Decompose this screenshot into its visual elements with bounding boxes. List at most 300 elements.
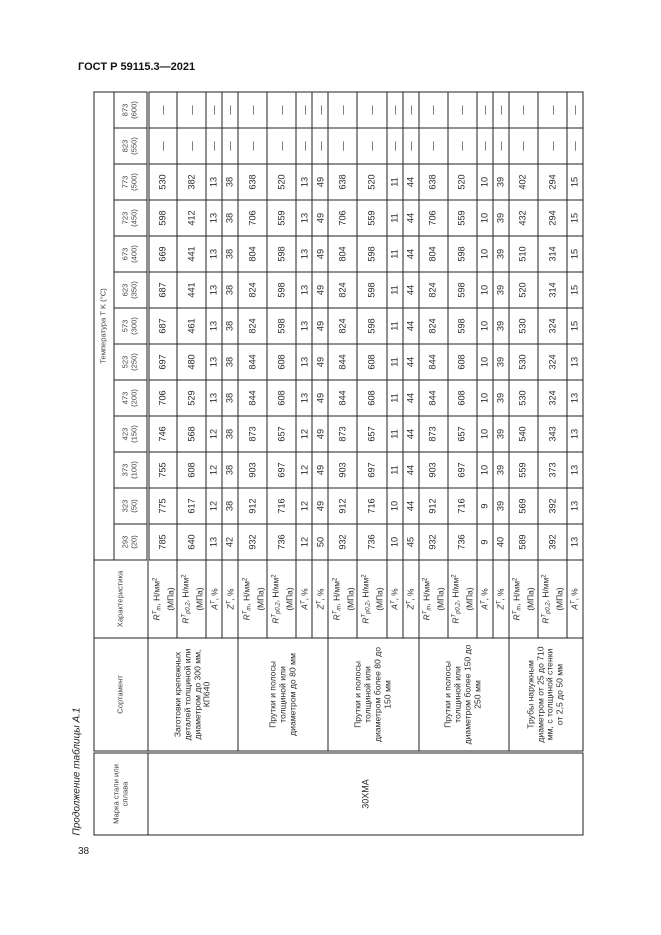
value-cell: 608 [357, 380, 386, 416]
value-cell: 12 [206, 488, 222, 524]
value-cell: 520 [508, 272, 537, 308]
value-cell: 39 [492, 452, 508, 488]
characteristic-cell [296, 560, 312, 638]
value-cell: 706 [238, 200, 267, 236]
characteristic-unit: , % [224, 588, 235, 601]
temperature-kelvin: 873 [120, 103, 130, 116]
value-cell: 873 [238, 416, 267, 452]
value-cell: 13 [296, 200, 312, 236]
value-cell: 44 [402, 488, 418, 524]
characteristic-cell [492, 560, 508, 638]
rotated-table-block [71, 92, 583, 835]
value-cell: 12 [296, 416, 312, 452]
table-row [508, 91, 537, 834]
value-cell: 13 [296, 308, 312, 344]
table-row [328, 91, 357, 834]
table-row [418, 91, 447, 834]
characteristic-symbol: R [450, 617, 461, 624]
value-cell: 736 [447, 524, 476, 560]
value-cell: 42 [222, 524, 238, 560]
value-cell: 392 [537, 524, 566, 560]
characteristic-label [404, 562, 416, 635]
value-cell: 608 [357, 344, 386, 380]
value-cell: 844 [328, 344, 357, 380]
characteristic-label [208, 562, 220, 635]
value-cell: 844 [238, 344, 267, 380]
value-cell: 824 [328, 272, 357, 308]
value-cell: 480 [177, 344, 206, 380]
characteristic-symbol: Z [495, 603, 506, 609]
characteristic-cell [386, 560, 402, 638]
characteristic-unit: , Н/мм [450, 577, 461, 602]
characteristic-label [510, 562, 522, 635]
value-cell: 520 [267, 164, 296, 200]
characteristic-cell [418, 560, 447, 638]
value-cell: 10 [476, 272, 492, 308]
value-cell: 38 [222, 452, 238, 488]
value-cell: 38 [222, 236, 238, 272]
value-cell: — [312, 91, 328, 127]
value-cell: 49 [312, 344, 328, 380]
characteristic-superscript: T [209, 599, 216, 604]
value-cell: 530 [508, 380, 537, 416]
value-cell: 706 [328, 200, 357, 236]
value-cell: 13 [566, 416, 582, 452]
value-cell: 39 [492, 272, 508, 308]
characteristic-superscript: T [299, 599, 306, 604]
characteristic-cell [402, 560, 418, 638]
characteristic-cell [222, 560, 238, 638]
characteristic-superscript: T [480, 599, 487, 604]
value-cell: 903 [238, 452, 267, 488]
value-cell: 324 [537, 308, 566, 344]
value-cell: — [148, 128, 177, 164]
value-cell: 824 [418, 272, 447, 308]
characteristic-symbol: R [421, 613, 432, 620]
value-cell: 294 [537, 200, 566, 236]
value-cell: 39 [492, 344, 508, 380]
value-cell: 44 [402, 380, 418, 416]
value-cell: — [402, 91, 418, 127]
characteristic-superscript: T [512, 610, 519, 614]
value-cell: 50 [312, 524, 328, 560]
characteristic-unit: , % [495, 588, 506, 601]
characteristic-unit-power: 2 [451, 573, 458, 578]
value-cell: 13 [296, 164, 312, 200]
value-cell: 49 [312, 272, 328, 308]
value-cell: 9 [476, 524, 492, 560]
value-cell: 657 [357, 416, 386, 452]
value-cell: 669 [148, 236, 177, 272]
temperature-column-header [114, 524, 148, 560]
value-cell: 932 [328, 524, 357, 560]
characteristic-superscript: T [496, 600, 503, 604]
value-cell: — [447, 91, 476, 127]
value-cell: 11 [386, 344, 402, 380]
value-cell: 844 [328, 380, 357, 416]
value-cell: 39 [492, 164, 508, 200]
characteristic-subscript: p0,2 [274, 601, 281, 614]
characteristic-unit-power: 2 [512, 577, 519, 581]
value-cell: 44 [402, 452, 418, 488]
temperature-kelvin: 723 [120, 211, 130, 224]
characteristic-unit-power: 2 [422, 577, 429, 581]
temperature-column-header [114, 272, 148, 308]
value-cell: — [222, 128, 238, 164]
characteristic-subscript: p0,2 [455, 601, 462, 614]
value-cell: 824 [418, 308, 447, 344]
characteristic-label [179, 562, 191, 635]
characteristic-superscript: T [331, 610, 338, 614]
value-cell: 697 [148, 344, 177, 380]
value-cell: 657 [267, 416, 296, 452]
characteristic-unit-power: 2 [360, 573, 367, 578]
value-cell: 39 [492, 416, 508, 452]
value-cell: 608 [447, 344, 476, 380]
temperature-column-header [114, 236, 148, 272]
characteristic-label [568, 562, 580, 635]
value-cell: 598 [267, 272, 296, 308]
temperature-celsius: (100) [129, 460, 138, 479]
value-cell: — [206, 91, 222, 127]
value-cell: — [177, 128, 206, 164]
characteristic-symbol: Z [314, 603, 325, 609]
value-cell: 912 [238, 488, 267, 524]
value-cell: — [296, 91, 312, 127]
value-cell: — [492, 91, 508, 127]
value-cell: 44 [402, 236, 418, 272]
value-cell: 12 [206, 416, 222, 452]
value-cell: 13 [296, 380, 312, 416]
value-cell: 598 [148, 200, 177, 236]
characteristic-cell [267, 560, 296, 638]
value-cell: 44 [402, 272, 418, 308]
value-cell: 912 [328, 488, 357, 524]
value-cell: 559 [508, 452, 537, 488]
value-cell: — [206, 128, 222, 164]
header-marka: Марка стали или сплава [94, 752, 148, 835]
value-cell: 13 [206, 344, 222, 380]
value-cell: 559 [357, 200, 386, 236]
value-cell: — [238, 91, 267, 127]
value-cell: 39 [492, 380, 508, 416]
value-cell: 38 [222, 344, 238, 380]
value-cell: 49 [312, 452, 328, 488]
value-cell: 38 [222, 308, 238, 344]
characteristic-symbol: R [179, 617, 190, 624]
characteristic-unit-mpa: (МПа) [435, 586, 446, 611]
value-cell: 38 [222, 416, 238, 452]
value-cell: 638 [418, 164, 447, 200]
characteristic-unit-mpa: (МПа) [344, 586, 355, 611]
header-characteristic: Характеристика [94, 560, 148, 638]
value-cell: 697 [447, 452, 476, 488]
value-cell: 746 [148, 416, 177, 452]
value-cell: — [492, 128, 508, 164]
value-cell: 402 [508, 164, 537, 200]
characteristic-superscript: T [270, 613, 277, 618]
value-cell: 10 [476, 164, 492, 200]
characteristic-cell [357, 560, 386, 638]
characteristic-unit-mpa: (МПа) [254, 586, 265, 611]
value-cell: 598 [357, 236, 386, 272]
value-cell: 568 [177, 416, 206, 452]
value-cell: 294 [537, 164, 566, 200]
value-cell: 510 [508, 236, 537, 272]
characteristic-cell [206, 560, 222, 638]
value-cell: 324 [537, 344, 566, 380]
temperature-celsius: (500) [129, 172, 138, 191]
temperature-celsius: (150) [129, 424, 138, 443]
value-cell: 530 [508, 308, 537, 344]
value-cell: 11 [386, 308, 402, 344]
value-cell: 608 [267, 380, 296, 416]
characteristic-symbol: R [540, 617, 551, 624]
page-number: 38 [78, 846, 90, 857]
temperature-kelvin: 523 [120, 355, 130, 368]
value-cell: 13 [206, 380, 222, 416]
characteristic-symbol: R [269, 617, 280, 624]
value-cell: 903 [418, 452, 447, 488]
characteristic-label [539, 562, 551, 635]
characteristic-symbol: R [150, 613, 161, 620]
value-cell: 39 [492, 488, 508, 524]
table-caption: Продолжение таблицы А.1 [71, 707, 82, 835]
value-cell: 45 [402, 524, 418, 560]
characteristic-unit-power: 2 [151, 577, 158, 581]
value-cell: 520 [447, 164, 476, 200]
value-cell: 13 [566, 488, 582, 524]
value-cell: 314 [537, 236, 566, 272]
value-cell: 10 [476, 200, 492, 236]
characteristic-unit-power: 2 [541, 573, 548, 578]
value-cell: — [357, 128, 386, 164]
value-cell: — [386, 128, 402, 164]
value-cell: 844 [418, 344, 447, 380]
temperature-kelvin: 423 [120, 427, 130, 440]
value-cell: 716 [357, 488, 386, 524]
value-cell: 49 [312, 488, 328, 524]
characteristic-superscript: T [151, 610, 158, 614]
characteristic-unit: , Н/мм [540, 577, 551, 602]
value-cell: 844 [238, 380, 267, 416]
value-cell: 15 [566, 236, 582, 272]
characteristic-unit-mpa: (МПа) [373, 586, 384, 611]
value-cell: 617 [177, 488, 206, 524]
characteristic-subscript: m [155, 605, 162, 611]
temperature-celsius: (400) [129, 244, 138, 263]
value-cell: — [537, 128, 566, 164]
value-cell: 716 [267, 488, 296, 524]
characteristic-unit: , Н/мм [421, 580, 432, 606]
characteristic-symbol: A [298, 603, 309, 610]
characteristic-symbol: R [330, 613, 341, 620]
value-cell: 13 [206, 164, 222, 200]
value-cell: 530 [508, 344, 537, 380]
value-cell: 13 [296, 344, 312, 380]
table-row [148, 91, 177, 834]
temperature-celsius: (550) [129, 136, 138, 155]
characteristic-cell [566, 560, 582, 638]
characteristic-symbol: Z [405, 603, 416, 609]
temperature-kelvin: 473 [120, 391, 130, 404]
value-cell: 12 [296, 524, 312, 560]
value-cell: 11 [386, 380, 402, 416]
value-cell: 706 [418, 200, 447, 236]
value-cell: 873 [418, 416, 447, 452]
value-cell: 824 [238, 308, 267, 344]
temperature-celsius: (20) [129, 534, 138, 549]
value-cell: — [418, 91, 447, 127]
characteristic-label [269, 562, 281, 635]
value-cell: 412 [177, 200, 206, 236]
characteristic-unit: , % [405, 588, 416, 601]
value-cell: 13 [566, 380, 582, 416]
value-cell: 10 [476, 236, 492, 272]
temperature-column-header [114, 128, 148, 164]
temperature-kelvin: 623 [120, 283, 130, 296]
characteristic-unit: , Н/мм [330, 580, 341, 606]
value-cell: 40 [492, 524, 508, 560]
value-cell: 12 [206, 452, 222, 488]
value-cell: 39 [492, 236, 508, 272]
characteristic-label [314, 562, 326, 635]
characteristic-subscript: m [245, 605, 252, 611]
sortament-cell: Трубы наружным диаметром от 25 до 710 мм, с толщиной стенки от 2,5 до 50 мм [508, 638, 582, 752]
value-cell: 716 [447, 488, 476, 524]
value-cell: 932 [238, 524, 267, 560]
value-cell: 38 [222, 380, 238, 416]
value-cell: 13 [206, 200, 222, 236]
characteristic-superscript: T [180, 613, 187, 618]
temperature-column-header [114, 308, 148, 344]
value-cell: 598 [267, 308, 296, 344]
temperature-kelvin: 373 [120, 463, 130, 476]
characteristic-unit: , % [479, 587, 490, 600]
value-cell: — [296, 128, 312, 164]
characteristic-unit-mpa: (МПа) [193, 586, 204, 611]
value-cell: — [238, 128, 267, 164]
characteristic-symbol: A [208, 603, 219, 610]
value-cell: 441 [177, 272, 206, 308]
value-cell: 608 [267, 344, 296, 380]
temperature-celsius: (450) [129, 208, 138, 227]
characteristic-unit: , Н/мм [511, 580, 522, 606]
characteristic-cell [447, 560, 476, 638]
sortament-cell: Прутки и полосы толщиной или диаметром более 150 до 250 мм [418, 638, 508, 752]
steel-grade-cell: 30ХМА [148, 752, 583, 835]
value-cell: 13 [206, 272, 222, 308]
temperature-column-header [114, 488, 148, 524]
characteristic-unit: , % [298, 587, 309, 600]
characteristic-subscript: p0,2 [364, 601, 371, 614]
value-cell: 657 [447, 416, 476, 452]
characteristic-label [494, 562, 506, 635]
value-cell: — [476, 128, 492, 164]
characteristic-unit: , Н/мм [179, 577, 190, 602]
value-cell: 49 [312, 200, 328, 236]
value-cell: 13 [566, 452, 582, 488]
value-cell: 755 [148, 452, 177, 488]
value-cell: 11 [386, 164, 402, 200]
value-cell: 804 [418, 236, 447, 272]
value-cell: 11 [386, 272, 402, 308]
value-cell: — [328, 91, 357, 127]
value-cell: 804 [238, 236, 267, 272]
characteristic-label [298, 562, 310, 635]
value-cell: 13 [206, 308, 222, 344]
temperature-kelvin: 773 [120, 175, 130, 188]
value-cell: — [508, 128, 537, 164]
characteristic-symbol: A [479, 603, 490, 610]
value-cell: 10 [476, 416, 492, 452]
value-cell: — [177, 91, 206, 127]
value-cell: — [267, 128, 296, 164]
value-cell: 382 [177, 164, 206, 200]
characteristic-label [224, 562, 236, 635]
value-cell: — [537, 91, 566, 127]
characteristic-unit-power: 2 [241, 577, 248, 581]
value-cell: 10 [386, 488, 402, 524]
temperature-kelvin: 823 [120, 139, 130, 152]
characteristic-unit: , % [569, 587, 580, 600]
characteristic-cell [508, 560, 537, 638]
value-cell: 10 [476, 344, 492, 380]
value-cell: 844 [418, 380, 447, 416]
value-cell: 559 [267, 200, 296, 236]
characteristic-unit-mpa: (МПа) [525, 586, 536, 611]
temperature-column-header [114, 416, 148, 452]
characteristic-symbol: R [511, 613, 522, 620]
characteristic-cell [177, 560, 206, 638]
temperature-column-header [114, 91, 148, 127]
value-cell: — [566, 128, 582, 164]
characteristic-unit-mpa: (МПа) [283, 586, 294, 611]
value-cell: 932 [418, 524, 447, 560]
characteristic-label [388, 562, 400, 635]
value-cell: — [418, 128, 447, 164]
value-cell: 10 [476, 452, 492, 488]
temperature-column-header [114, 380, 148, 416]
value-cell: — [148, 91, 177, 127]
characteristic-unit: , Н/мм [269, 577, 280, 602]
characteristic-superscript: T [541, 613, 548, 618]
value-cell: — [508, 91, 537, 127]
value-cell: 903 [328, 452, 357, 488]
table-row [238, 91, 267, 834]
value-cell: 598 [267, 236, 296, 272]
properties-table [93, 91, 583, 835]
temperature-celsius: (50) [129, 498, 138, 513]
value-cell: 520 [357, 164, 386, 200]
value-cell: 38 [222, 488, 238, 524]
value-cell: 392 [537, 488, 566, 524]
value-cell: 736 [357, 524, 386, 560]
characteristic-unit: , Н/мм [150, 580, 161, 606]
value-cell: 441 [177, 236, 206, 272]
value-cell: — [312, 128, 328, 164]
value-cell: — [476, 91, 492, 127]
value-cell: 569 [508, 488, 537, 524]
value-cell: 687 [148, 272, 177, 308]
value-cell: 824 [328, 308, 357, 344]
temperature-kelvin: 293 [120, 535, 130, 548]
characteristic-label [420, 562, 432, 635]
characteristic-unit-power: 2 [270, 573, 277, 578]
value-cell: 873 [328, 416, 357, 452]
characteristic-unit: , Н/мм [240, 580, 251, 606]
value-cell: 13 [296, 236, 312, 272]
